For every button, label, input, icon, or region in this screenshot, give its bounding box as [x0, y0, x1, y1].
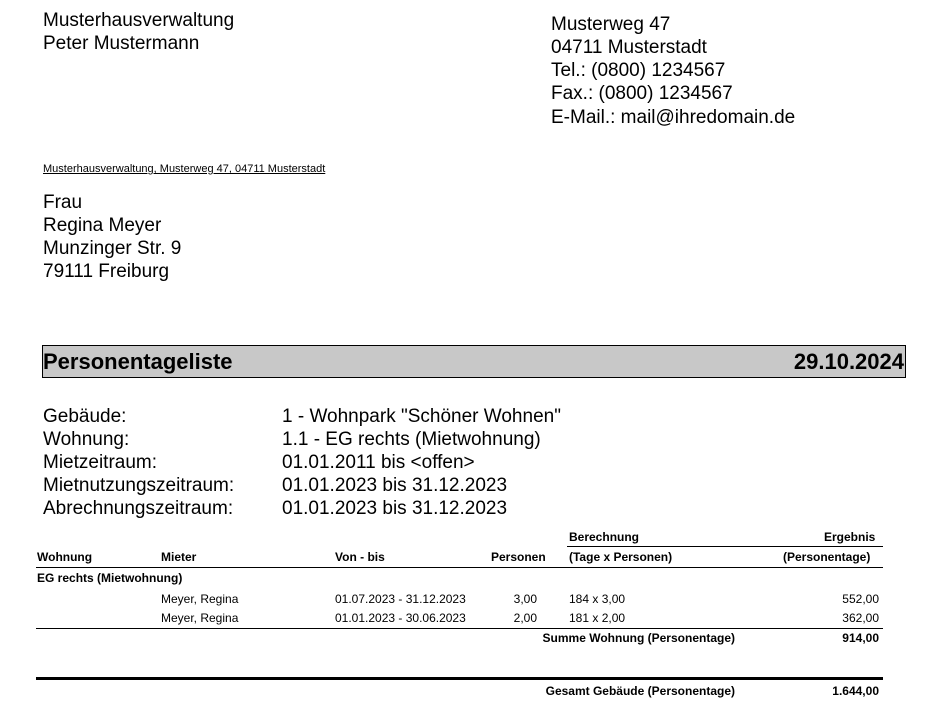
header-ergebnis: (Personentage) [783, 550, 871, 564]
total-divider [36, 677, 883, 680]
header-ergebnis-top: Ergebnis [824, 530, 876, 544]
info-value-gebaeude: 1 - Wohnpark "Schöner Wohnen" [282, 406, 561, 427]
company-name: Musterhausverwaltung [43, 10, 235, 31]
info-value-mietzeitraum: 01.01.2011 bis <offen> [282, 452, 475, 473]
info-value-abrechnungszeitraum: 01.01.2023 bis 31.12.2023 [282, 498, 508, 519]
info-value-wohnung: 1.1 - EG rechts (Mietwohnung) [282, 429, 541, 450]
title-bar [42, 345, 906, 378]
header-berechnung-top: Berechnung [569, 530, 640, 544]
recipient-street: Munzinger Str. 9 [43, 238, 182, 259]
subtotal-label: Summe Wohnung (Personentage) [542, 631, 735, 645]
row-berechnung: 184 x 3,00 [569, 592, 626, 606]
info-label-mietzeitraum: Mietzeitraum: [43, 452, 158, 473]
recipient-city: 79111 Freiburg [43, 261, 170, 282]
row-von-bis: 01.07.2023 - 31.12.2023 [335, 592, 466, 606]
contact-email: E-Mail.: mail@ihredomain.de [551, 107, 796, 128]
header-divider [36, 567, 883, 568]
info-label-gebaeude: Gebäude: [43, 406, 127, 427]
recipient-name: Regina Meyer [43, 215, 162, 236]
contact-city: 04711 Musterstadt [551, 37, 707, 58]
row-mieter: Meyer, Regina [161, 592, 239, 606]
row-mieter: Meyer, Regina [161, 611, 239, 625]
recipient-salutation: Frau [43, 192, 83, 213]
row-ergebnis: 552,00 [842, 592, 879, 606]
row-personen: 3,00 [513, 592, 537, 606]
total-value: 1.644,00 [832, 684, 879, 698]
subtotal-value: 914,00 [842, 631, 879, 645]
total-label: Gesamt Gebäude (Personentage) [545, 684, 735, 698]
contact-fax: Fax.: (0800) 1234567 [551, 83, 733, 104]
info-label-wohnung: Wohnung: [43, 429, 130, 450]
contact-phone: Tel.: (0800) 1234567 [551, 60, 726, 81]
group-label: EG rechts (Mietwohnung) [37, 571, 183, 585]
row-ergebnis: 362,00 [842, 611, 879, 625]
header-wohnung: Wohnung [37, 550, 93, 564]
subtotal-divider [36, 628, 883, 629]
row-berechnung: 181 x 2,00 [569, 611, 626, 625]
header-berechnung: (Tage x Personen) [569, 550, 673, 564]
info-value-mietnutzungszeitraum: 01.01.2023 bis 31.12.2023 [282, 475, 508, 496]
info-label-abrechnungszeitraum: Abrechnungszeitraum: [43, 498, 234, 519]
row-von-bis: 01.01.2023 - 30.06.2023 [335, 611, 466, 625]
document-title: Personentageliste [43, 349, 233, 374]
company-owner: Peter Mustermann [43, 33, 200, 54]
contact-street: Musterweg 47 [551, 14, 671, 35]
sender-line: Musterhausverwaltung, Musterweg 47, 04711 Musterstadt [43, 163, 326, 175]
header-personen: Personen [491, 550, 546, 564]
header-von-bis: Von - bis [335, 550, 385, 564]
header-mieter: Mieter [161, 550, 197, 564]
row-personen: 2,00 [513, 611, 537, 625]
document-date: 29.10.2024 [793, 349, 904, 374]
info-label-mietnutzungszeitraum: Mietnutzungszeitraum: [43, 475, 235, 496]
header-divider-right [567, 546, 883, 547]
